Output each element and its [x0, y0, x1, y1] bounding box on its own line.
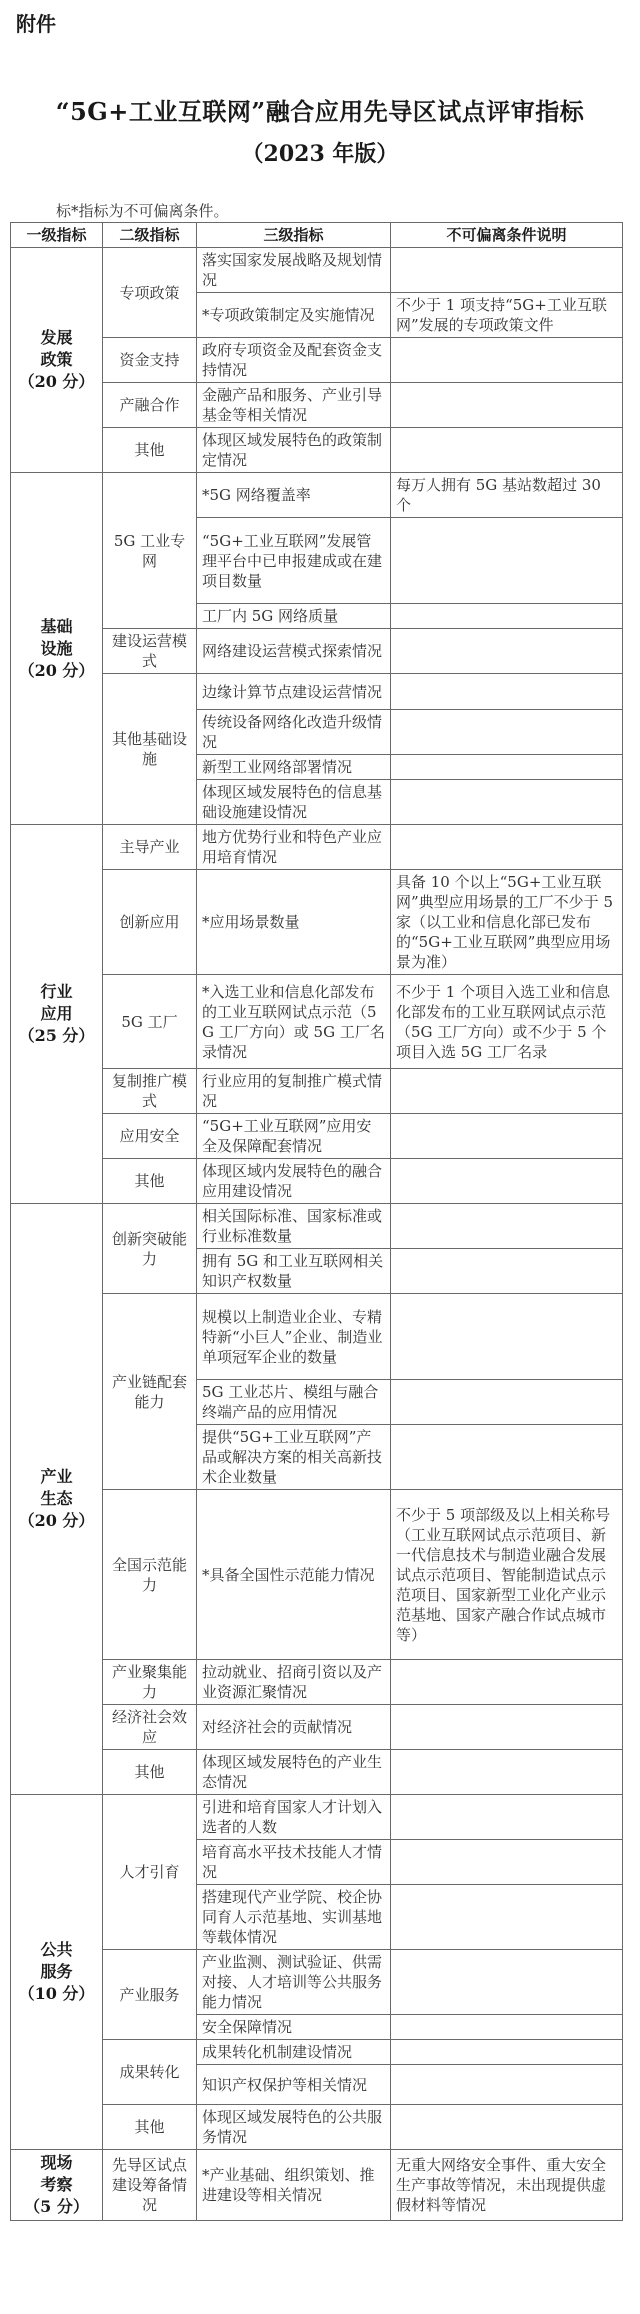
- level3-cell: 安全保障情况: [197, 2015, 391, 2040]
- level1-cell: [11, 2150, 103, 2221]
- level3-cell: 网络建设运营模式探索情况: [197, 629, 391, 674]
- level3-cell: 5G 工业芯片、模组与融合终端产品的应用情况: [197, 1380, 391, 1425]
- level1-score: （20 分）: [18, 372, 95, 391]
- level2-cell: 主导产业: [103, 825, 197, 870]
- condition-cell: [391, 1294, 623, 1380]
- level3-cell: 培育高水平技术技能人才情况: [197, 1840, 391, 1885]
- condition-cell: 每万人拥有 5G 基站数超过 30 个: [391, 473, 623, 518]
- page-subtitle: （2023 年版）: [241, 141, 399, 167]
- condition-cell: [391, 383, 623, 428]
- condition-cell: [391, 1795, 623, 1840]
- table-row: [11, 975, 623, 1069]
- column-header: 二级指标: [103, 223, 197, 248]
- condition-cell: [391, 674, 623, 710]
- level3-cell: 产业监测、测试验证、供需对接、人才培训等公共服务能力情况: [197, 1950, 391, 2015]
- level3-cell: 体现区域发展特色的政策制定情况: [197, 428, 391, 473]
- level3-cell: 引进和培育国家人才计划入选者的人数: [197, 1795, 391, 1840]
- condition-cell: [391, 1750, 623, 1795]
- condition-cell: [391, 2015, 623, 2040]
- level2-cell: 产业聚集能力: [103, 1660, 197, 1705]
- level1-cell: [11, 1795, 103, 2150]
- table-row: [11, 2150, 623, 2221]
- level1-score: （25 分）: [18, 1026, 95, 1045]
- table-row: [11, 473, 623, 518]
- table-row: [11, 1204, 623, 1249]
- level2-cell: 应用安全: [103, 1114, 197, 1159]
- column-header: 三级指标: [197, 223, 391, 248]
- column-header: 不可偏离条件说明: [391, 223, 623, 248]
- table-row: [11, 629, 623, 674]
- level3-cell: 体现区域发展特色的信息基础设施建设情况: [197, 780, 391, 825]
- level1-name: 产业生态: [40, 1467, 73, 1508]
- level2-cell: 其他基础设施: [103, 674, 197, 825]
- level3-cell: *专项政策制定及实施情况: [197, 293, 391, 338]
- condition-cell: 具备 10 个以上“5G+工业互联网”典型应用场景的工厂不少于 5 家（以工业和信息化部已发布的“5G+工业互联网”典型应用场景为准）: [391, 870, 623, 975]
- indicator-table: [10, 222, 623, 2221]
- level3-cell: 体现区域内发展特色的融合应用建设情况: [197, 1159, 391, 1204]
- level1-name: 发展政策: [40, 328, 73, 369]
- condition-cell: [391, 1249, 623, 1294]
- level3-cell: *应用场景数量: [197, 870, 391, 975]
- level3-cell: 行业应用的复制推广模式情况: [197, 1069, 391, 1114]
- table-row: [11, 1294, 623, 1380]
- level1-score: （20 分）: [18, 1511, 95, 1530]
- level3-cell: 体现区域发展特色的产业生态情况: [197, 1750, 391, 1795]
- level3-cell: 搭建现代产业学院、校企协同育人示范基地、实训基地等载体情况: [197, 1885, 391, 1950]
- level3-cell: 拉动就业、招商引资以及产业资源汇聚情况: [197, 1660, 391, 1705]
- table-row: [11, 2040, 623, 2065]
- table-row: [11, 1159, 623, 1204]
- page-title: “5G+工业互联网”融合应用先导区试点评审指标: [55, 97, 585, 126]
- level1-cell: [11, 473, 103, 825]
- condition-cell: [391, 1660, 623, 1705]
- condition-cell: [391, 1885, 623, 1950]
- level1-cell: [11, 248, 103, 473]
- attachment-label: 附件: [16, 12, 56, 36]
- condition-cell: [391, 2040, 623, 2065]
- level3-cell: 政府专项资金及配套资金支持情况: [197, 338, 391, 383]
- table-row: [11, 825, 623, 870]
- table-body: [11, 248, 623, 2221]
- level3-cell: *5G 网络覆盖率: [197, 473, 391, 518]
- level3-cell: “5G+工业互联网”应用安全及保障配套情况: [197, 1114, 391, 1159]
- condition-cell: 无重大网络安全事件、重大安全生产事故等情况，未出现提供虚假材料等情况: [391, 2150, 623, 2221]
- table-row: [11, 248, 623, 293]
- level3-cell: *产业基础、组织策划、推进建设等相关情况: [197, 2150, 391, 2221]
- level3-cell: 地方优势行业和特色产业应用培育情况: [197, 825, 391, 870]
- condition-cell: 不少于 1 项支持“5G+工业互联网”发展的专项政策文件: [391, 293, 623, 338]
- table-row: [11, 1069, 623, 1114]
- table-row: [11, 1950, 623, 2015]
- level3-cell: 金融产品和服务、产业引导基金等相关情况: [197, 383, 391, 428]
- level3-cell: 规模以上制造业企业、专精特新“小巨人”企业、制造业单项冠军企业的数量: [197, 1294, 391, 1380]
- level3-cell: 工厂内 5G 网络质量: [197, 604, 391, 629]
- condition-cell: [391, 2105, 623, 2150]
- table-row: [11, 338, 623, 383]
- table-row: [11, 1490, 623, 1660]
- table-row: [11, 1660, 623, 1705]
- table-note: 标*指标为不可偏离条件。: [56, 202, 229, 220]
- level3-cell: 体现区域发展特色的公共服务情况: [197, 2105, 391, 2150]
- condition-cell: [391, 825, 623, 870]
- table-row: [11, 1705, 623, 1750]
- condition-cell: [391, 1159, 623, 1204]
- condition-cell: [391, 518, 623, 604]
- condition-cell: [391, 780, 623, 825]
- level3-cell: 成果转化机制建设情况: [197, 2040, 391, 2065]
- table-row: [11, 1795, 623, 1840]
- level2-cell: 其他: [103, 428, 197, 473]
- condition-cell: [391, 1204, 623, 1249]
- level1-cell: [11, 1204, 103, 1795]
- level2-cell: 其他: [103, 1750, 197, 1795]
- level1-name: 公共服务: [40, 1940, 73, 1981]
- level2-cell: 人才引育: [103, 1795, 197, 1950]
- level3-cell: 提供“5G+工业互联网”产品或解决方案的相关高新技术企业数量: [197, 1425, 391, 1490]
- level2-cell: 成果转化: [103, 2040, 197, 2105]
- level3-cell: 知识产权保护等相关情况: [197, 2065, 391, 2105]
- level2-cell: 经济社会效应: [103, 1705, 197, 1750]
- condition-cell: [391, 710, 623, 755]
- level3-cell: 新型工业网络部署情况: [197, 755, 391, 780]
- level2-cell: 专项政策: [103, 248, 197, 338]
- table-row: [11, 428, 623, 473]
- level2-cell: 产业服务: [103, 1950, 197, 2040]
- level2-cell: 全国示范能力: [103, 1490, 197, 1660]
- table-row: [11, 870, 623, 975]
- level2-cell: 5G 工厂: [103, 975, 197, 1069]
- condition-cell: [391, 1114, 623, 1159]
- level1-score: （20 分）: [18, 660, 95, 680]
- level3-cell: *具备全国性示范能力情况: [197, 1490, 391, 1660]
- level2-cell: 5G 工业专网: [103, 473, 197, 629]
- level3-cell: *入选工业和信息化部发布的工业互联网试点示范（5G 工厂方向）或 5G 工厂名录情况: [197, 975, 391, 1069]
- level2-cell: 先导区试点建设筹备情况: [103, 2150, 197, 2221]
- level3-cell: “5G+工业互联网”发展管理平台中已申报建成或在建项目数量: [197, 518, 391, 604]
- level2-cell: 资金支持: [103, 338, 197, 383]
- condition-cell: 不少于 5 项部级及以上相关称号（工业互联网试点示范项目、新一代信息技术与制造业融合发展试点示范项目、智能制造试点示范项目、国家新型工业化产业示范基地、国家产融合作试点城市等）: [391, 1490, 623, 1660]
- condition-cell: [391, 2065, 623, 2105]
- condition-cell: [391, 1950, 623, 2015]
- condition-cell: [391, 1705, 623, 1750]
- condition-cell: [391, 1380, 623, 1425]
- condition-cell: [391, 428, 623, 473]
- condition-cell: [391, 338, 623, 383]
- table-header-row: [11, 223, 623, 248]
- level3-cell: 相关国际标准、国家标准或行业标准数量: [197, 1204, 391, 1249]
- condition-cell: [391, 629, 623, 674]
- condition-cell: [391, 248, 623, 293]
- level2-cell: 创新突破能力: [103, 1204, 197, 1294]
- level1-name: 基础设施: [40, 616, 73, 658]
- condition-cell: [391, 1069, 623, 1114]
- level3-cell: 传统设备网络化改造升级情况: [197, 710, 391, 755]
- level3-cell: 落实国家发展战略及规划情况: [197, 248, 391, 293]
- table-row: [11, 1750, 623, 1795]
- table-row: [11, 2105, 623, 2150]
- column-header: 一级指标: [11, 223, 103, 248]
- level3-cell: 拥有 5G 和工业互联网相关知识产权数量: [197, 1249, 391, 1294]
- condition-cell: [391, 604, 623, 629]
- level2-cell: 产业链配套能力: [103, 1294, 197, 1490]
- condition-cell: [391, 1425, 623, 1490]
- table-row: [11, 383, 623, 428]
- level3-cell: 边缘计算节点建设运营情况: [197, 674, 391, 710]
- level1-name: 现场考察: [40, 2153, 73, 2194]
- level3-cell: 对经济社会的贡献情况: [197, 1705, 391, 1750]
- level1-name: 行业应用: [40, 982, 73, 1023]
- level2-cell: 其他: [103, 1159, 197, 1204]
- table-row: [11, 1114, 623, 1159]
- condition-cell: 不少于 1 个项目入选工业和信息化部发布的工业互联网试点示范（5G 工厂方向）或不少于 5 个项目入选 5G 工厂名录: [391, 975, 623, 1069]
- table-row: [11, 674, 623, 710]
- level2-cell: 产融合作: [103, 383, 197, 428]
- level1-cell: [11, 825, 103, 1204]
- level1-score: （5 分）: [24, 2197, 89, 2216]
- condition-cell: [391, 755, 623, 780]
- level1-score: （10 分）: [18, 1984, 95, 2003]
- condition-cell: [391, 1840, 623, 1885]
- level2-cell: 复制推广模式: [103, 1069, 197, 1114]
- level2-cell: 创新应用: [103, 870, 197, 975]
- level2-cell: 建设运营模式: [103, 629, 197, 674]
- level2-cell: 其他: [103, 2105, 197, 2150]
